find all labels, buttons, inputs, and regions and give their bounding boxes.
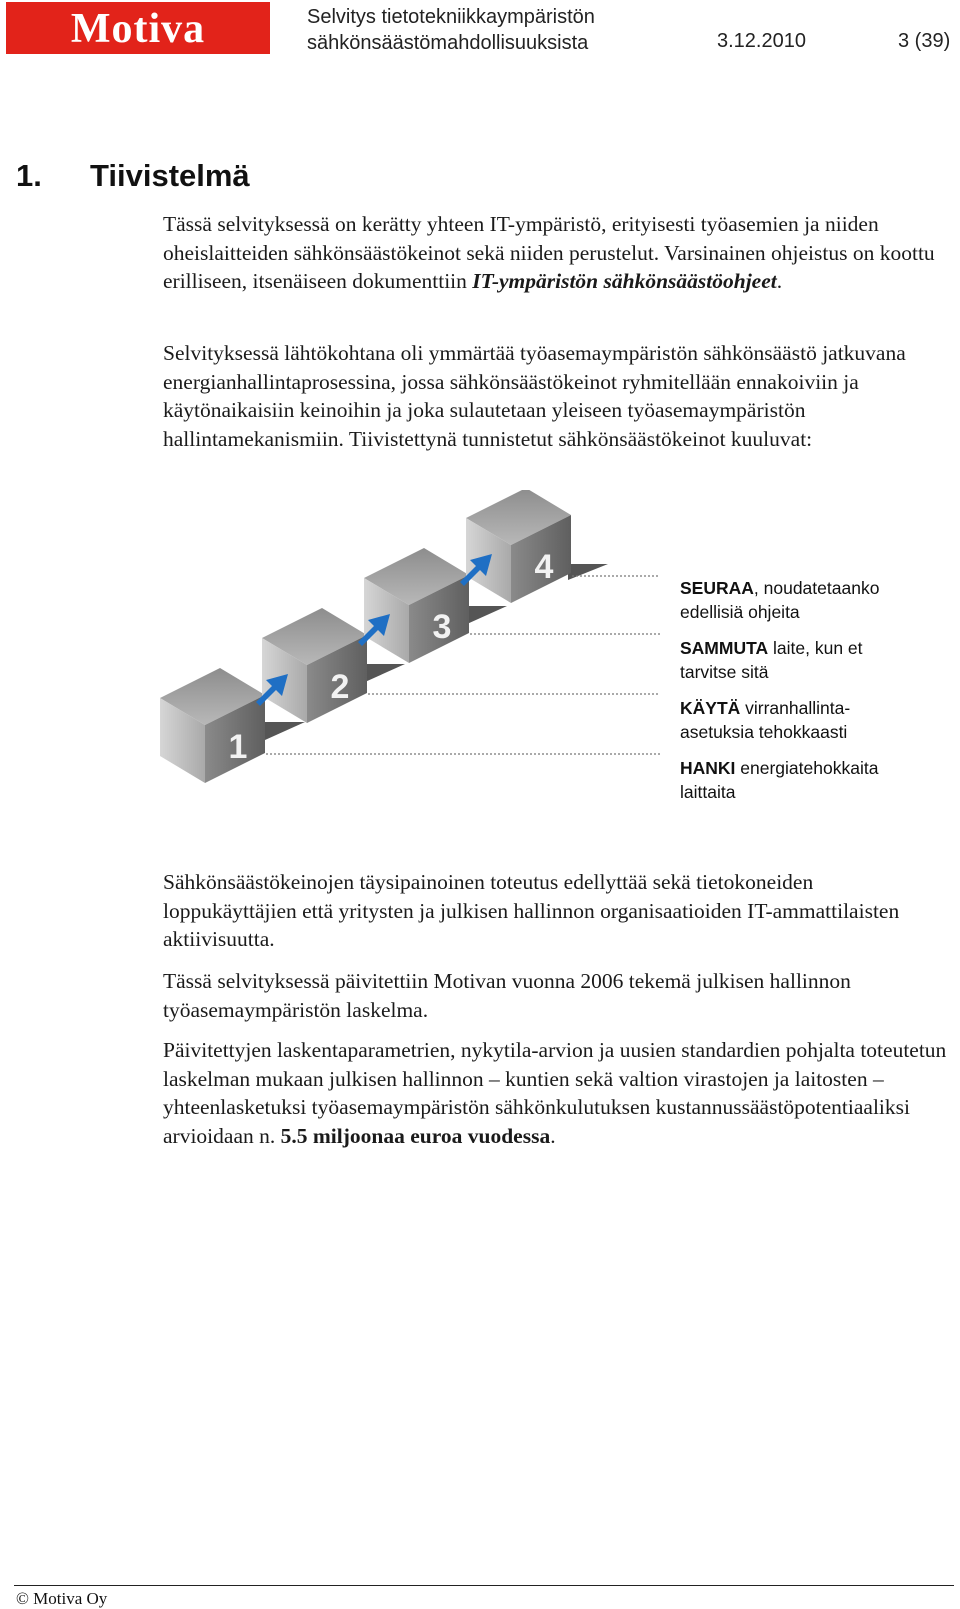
svg-text:Motiva: Motiva [70,6,206,52]
section-number: 1. [16,158,42,193]
document-title-line1: Selvitys tietotekniikkaympäristön [307,6,595,28]
paragraph-update: Tässä selvityksessä päivitettiin Motivan vuonna 2006 tekemä julkisen hallinnon työasemaympäristön laskelma. [163,969,851,1022]
document-date: 3.12.2010 [717,30,806,52]
step-number-1: 1 [228,728,248,766]
page-header [0,0,960,70]
step-label-3: SAMMUTA laite, kun et tarvitse sitä [680,638,863,682]
paragraph-intro: Tässä selvityksessä on kerätty yhteen IT-ympäristö, erityisesti työasemien ja niiden oheislaitteiden sähkönsäästökeinot sekä niiden perustelut. Varsinainen ohjeistus on koottu erilliseen, itsenäiseen dokumenttiin IT-ympäristön sähkönsäästöohjeet. [163,212,935,293]
savings-amount: 5.5 miljoonaa euroa vuodessa [280,1123,551,1148]
step-label-4: SEURAA, noudatetaanko edellisiä ohjeita [680,578,880,622]
step-label-1: HANKI energiatehokkaita laittaita [680,758,879,802]
motiva-logo [6,2,270,54]
paragraph-requirements: Sähkönsäästökeinojen täysipainoinen toteutus edellyttää sekä tietokoneiden loppukäyttäjien että yritysten ja julkisen hallinnon organisaatioiden IT-ammattilaisten aktiivisuutta. [163,870,900,951]
section-heading [16,158,250,194]
section-title: Tiivistelmä [90,158,250,193]
footer-copyright: © Motiva Oy [16,1589,108,1608]
document-title-line2: sähkönsäästömahdollisuuksista [307,32,589,54]
step-label-2: KÄYTÄ virranhallinta- asetuksia tehokkaasti [680,698,851,742]
document-reference: IT-ympäristön sähkönsäästöohjeet [472,269,777,293]
page-number: 3 (39) [898,30,951,52]
step-number-2: 2 [330,668,350,706]
paragraph-approach: Selvityksessä lähtökohtana oli ymmärtää työasemaympäristön sähkönsäästö jatkuvana energianhallintaprosessina, jossa sähkönsäästökeinot ryhmitellään ennakoiviin ja käytönaikaisiin keinoihin ja joka sulautetaan yleiseen työasemaympäristön hallintamekanismiin. Tiivistettynä tunnistetut sähkönsäästökeinot kuuluvat: [163,341,906,451]
step-number-4: 4 [534,548,554,586]
step-number-3: 3 [432,608,452,646]
footer-divider [14,1585,954,1586]
paragraph-savings: Päivitettyjen laskentaparametrien, nykytila-arvion ja uusien standardien pohjalta toteutetun laskelman mukaan julkisen hallinnon – kuntien sekä valtion virastojen ja laitosten – yhteenlasketuksi työasemaympäristön sähkönkulutuksen kustannussäästöpotentiaaliksi arvioidaan n. 5.5 miljoonaa euroa vuodessa. [163,1038,947,1148]
step-cube-4 [466,490,608,603]
document-title [307,4,595,56]
